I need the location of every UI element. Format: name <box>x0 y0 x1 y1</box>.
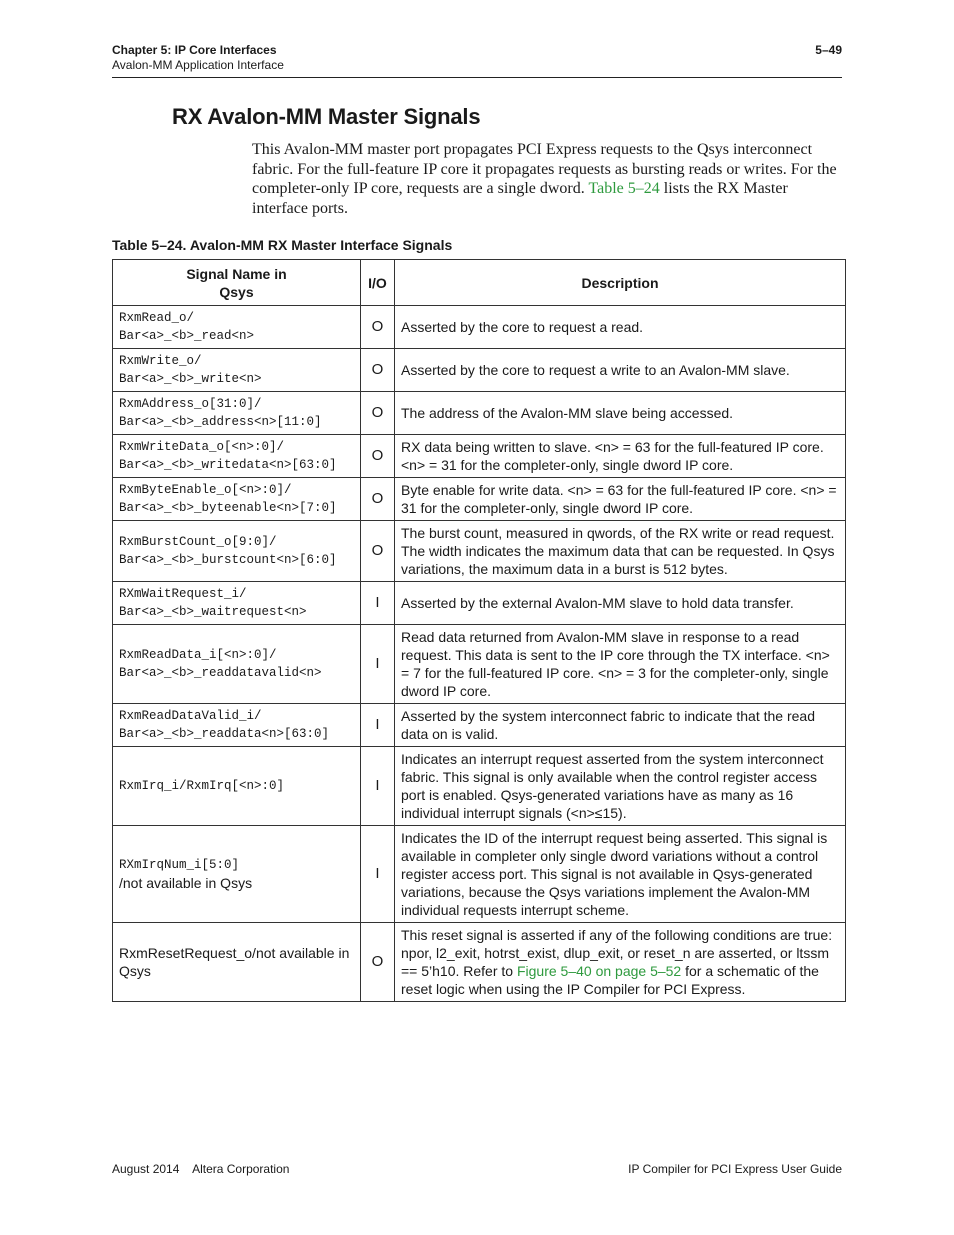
description-cell: The burst count, measured in qwords, of the RX write or read request. The width indicates the maximum data that can be requested. In Qsys variations, the maximum data in a burst is 512 bytes. <box>395 521 846 582</box>
subsection-title: Avalon-MM Application Interface <box>112 58 284 72</box>
signal-name-cell: RxmWrite_o/ Bar<a>_<b>_write<n> <box>113 349 361 392</box>
table-row <box>113 392 846 435</box>
description-cell: Indicates an interrupt request asserted from the system interconnect fabric. This signal is only available when the control register access port is enabled. Qsys-generated variations have as many as 16 individual interrupt signals (<n>≤15). <box>395 747 846 826</box>
chapter-title: Chapter 5: IP Core Interfaces <box>112 43 277 57</box>
table-row <box>113 923 846 1002</box>
signal-name-cell: RxmBurstCount_o[9:0]/ Bar<a>_<b>_burstcount<n>[6:0] <box>113 521 361 582</box>
table-row <box>113 435 846 478</box>
signals-table <box>112 259 846 1002</box>
description-cell: This reset signal is asserted if any of the following conditions are true: npor, l2_exit, hotrst_exist, dlup_exit, or reset_n are asserted, or ltssm == 5’h10. Refer to Figure 5–40 on page 5–52 for a schematic of the reset logic when using the IP Compiler for PCI Express. <box>395 923 846 1002</box>
signal-name-cell: RxmReadData_i[<n>:0]/ Bar<a>_<b>_readdatavalid<n> <box>113 625 361 704</box>
table-row <box>113 625 846 704</box>
table-row <box>113 826 846 923</box>
intro-paragraph <box>252 140 842 218</box>
running-header <box>112 43 284 73</box>
header-io: I/O <box>361 260 395 306</box>
header-description: Description <box>395 260 846 306</box>
header-rule <box>112 77 842 78</box>
signal-name-cell: RXmIrqNum_i[5:0] /not available in Qsys <box>113 826 361 923</box>
table-row <box>113 747 846 826</box>
io-cell: O <box>361 306 395 349</box>
io-cell: I <box>361 704 395 747</box>
table-row <box>113 521 846 582</box>
signal-name-cell: RxmRead_o/ Bar<a>_<b>_read<n> <box>113 306 361 349</box>
io-cell: I <box>361 582 395 625</box>
table-row <box>113 582 846 625</box>
header-signal-name: Signal Name in Qsys <box>113 260 361 306</box>
description-cell: Asserted by the core to request a write to an Avalon-MM slave. <box>395 349 846 392</box>
footer-guide-title: IP Compiler for PCI Express User Guide <box>628 1162 842 1176</box>
signal-name-cell: RxmResetRequest_o/not available in Qsys <box>113 923 361 1002</box>
signal-name-cell: RxmWriteData_o[<n>:0]/ Bar<a>_<b>_writedata<n>[63:0] <box>113 435 361 478</box>
io-cell: I <box>361 625 395 704</box>
io-cell: O <box>361 392 395 435</box>
signal-name-cell: RxmReadDataValid_i/ Bar<a>_<b>_readdata<n>[63:0] <box>113 704 361 747</box>
table-row <box>113 704 846 747</box>
figure-link[interactable]: Figure 5–40 on page 5–52 <box>516 963 682 979</box>
description-cell: The address of the Avalon-MM slave being accessed. <box>395 392 846 435</box>
io-cell: O <box>361 923 395 1002</box>
table-header-row <box>113 260 846 306</box>
signal-name-cell: RxmAddress_o[31:0]/ Bar<a>_<b>_address<n>[11:0] <box>113 392 361 435</box>
io-cell: O <box>361 478 395 521</box>
page-number: 5–49 <box>815 43 842 57</box>
io-cell: O <box>361 521 395 582</box>
description-cell: Read data returned from Avalon-MM slave in response to a read request. This data is sent to the IP core through the TX interface. <n> = 7 for the full-featured IP core. <n> = 3 for the completer-only, single dword IP core. <box>395 625 846 704</box>
table-caption: Table 5–24. Avalon-MM RX Master Interface Signals <box>112 237 453 253</box>
intro-text-end: lists the RX Master interface ports. <box>252 180 788 217</box>
description-cell: Indicates the ID of the interrupt request being asserted. This signal is available in completer only single dword variations without a control register access port. This signal is not available in Qsys-generated variations, because the Qsys variations implement the Avalon-MM individual requests interrupt scheme. <box>395 826 846 923</box>
signal-name-cell: RXmWaitRequest_i/ Bar<a>_<b>_waitrequest<n> <box>113 582 361 625</box>
intro-text: This Avalon-MM master port propagates PCI Express requests to the Qsys interconnect fabric. For the full-feature IP core it propagates requests as bursting reads or writes. For the completer-only IP core, requests are a single dword. <box>252 141 837 197</box>
description-cell: Asserted by the external Avalon-MM slave to hold data transfer. <box>395 582 846 625</box>
section-title: RX Avalon-MM Master Signals <box>172 104 481 129</box>
description-cell: Asserted by the system interconnect fabric to indicate that the read data on is valid. <box>395 704 846 747</box>
description-cell: RX data being written to slave. <n> = 63 for the full-featured IP core. <n> = 31 for the completer-only, single dword IP core. <box>395 435 846 478</box>
io-cell: I <box>361 747 395 826</box>
table-link[interactable]: Table 5–24 <box>588 180 660 197</box>
description-cell: Byte enable for write data. <n> = 63 for the full-featured IP core. <n> = 31 for the completer-only, single dword IP core. <box>395 478 846 521</box>
io-cell: I <box>361 826 395 923</box>
io-cell: O <box>361 435 395 478</box>
description-cell: Asserted by the core to request a read. <box>395 306 846 349</box>
table-row <box>113 306 846 349</box>
signal-name-cell: RxmByteEnable_o[<n>:0]/ Bar<a>_<b>_byteenable<n>[7:0] <box>113 478 361 521</box>
table-row <box>113 478 846 521</box>
signal-name-cell: RxmIrq_i/RxmIrq[<n>:0] <box>113 747 361 826</box>
footer-date-company: August 2014 Altera Corporation <box>112 1162 290 1176</box>
io-cell: O <box>361 349 395 392</box>
table-row <box>113 349 846 392</box>
